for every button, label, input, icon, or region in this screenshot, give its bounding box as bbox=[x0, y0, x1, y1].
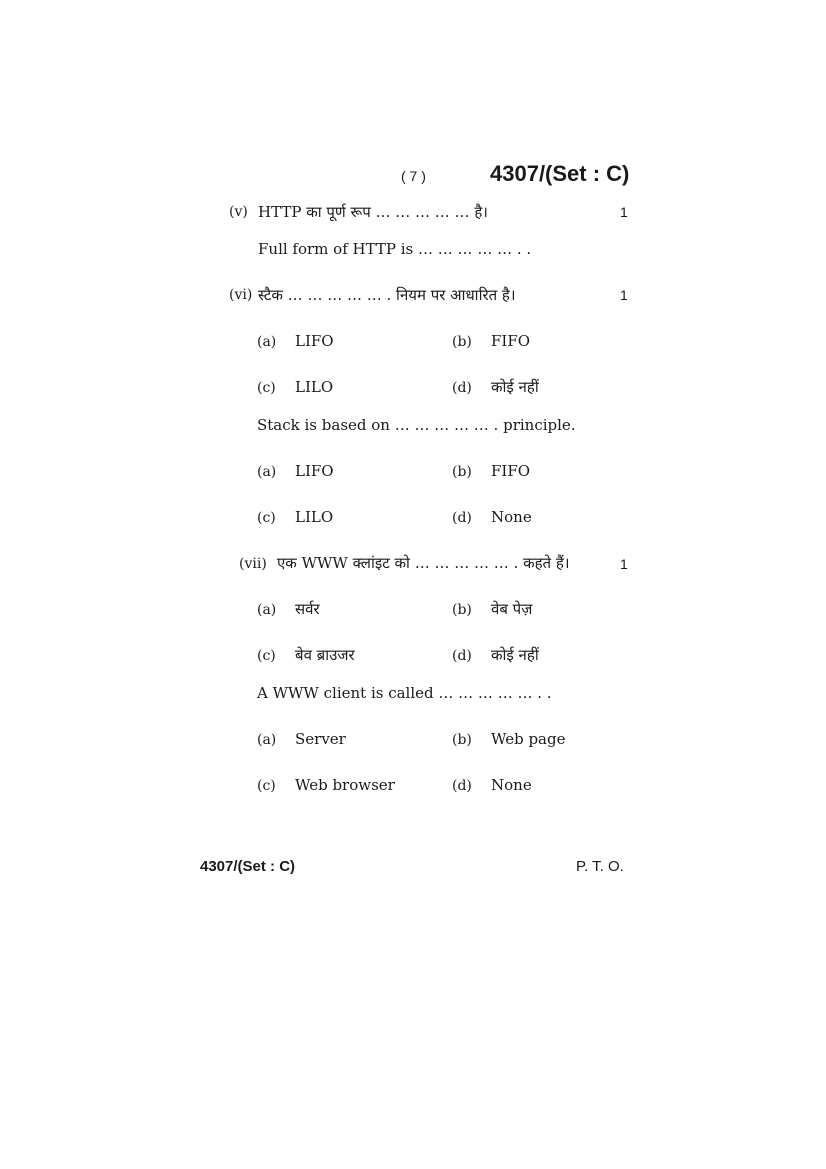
question-text-english: A WWW client is called … … … … … . . bbox=[257, 684, 552, 702]
option-label: (a) bbox=[257, 334, 277, 350]
question-number: (v) bbox=[229, 204, 248, 220]
option-text: कोई नहीं bbox=[491, 378, 539, 396]
option-text: LIFO bbox=[295, 332, 334, 350]
option-text: Web page bbox=[491, 730, 566, 748]
option-label: (b) bbox=[452, 732, 472, 748]
option-label: (a) bbox=[257, 464, 277, 480]
option-text: Server bbox=[295, 730, 346, 748]
option-label: (c) bbox=[257, 380, 276, 396]
option-text: LILO bbox=[295, 378, 334, 396]
option-text: सर्वर bbox=[295, 600, 320, 618]
question-marks: 1 bbox=[620, 556, 628, 572]
question-text-english: Full form of HTTP is … … … … … . . bbox=[258, 240, 532, 258]
option-label: (d) bbox=[452, 510, 472, 526]
option-label: (a) bbox=[257, 602, 277, 618]
question-text-hindi: HTTP का पूर्ण रूप … … … … … है। bbox=[258, 203, 488, 221]
option-text: Web browser bbox=[295, 776, 395, 794]
option-text: FIFO bbox=[491, 462, 531, 480]
option-label: (b) bbox=[452, 464, 472, 480]
option-text: None bbox=[491, 776, 532, 794]
question-marks: 1 bbox=[620, 204, 628, 220]
option-label: (c) bbox=[257, 510, 276, 526]
option-text: None bbox=[491, 508, 532, 526]
page-number: ( 7 ) bbox=[401, 168, 426, 184]
option-label: (d) bbox=[452, 778, 472, 794]
option-text: LILO bbox=[295, 508, 334, 526]
paper-code-footer: 4307/(Set : C) bbox=[200, 858, 296, 875]
question-text-hindi: एक WWW क्लांइट को … … … … … . कहते हैं। bbox=[277, 554, 570, 572]
option-label: (d) bbox=[452, 380, 472, 396]
option-text: FIFO bbox=[491, 332, 531, 350]
option-label: (c) bbox=[257, 648, 276, 664]
option-label: (d) bbox=[452, 648, 472, 664]
option-text: कोई नहीं bbox=[491, 646, 539, 664]
option-text: LIFO bbox=[295, 462, 334, 480]
question-marks: 1 bbox=[620, 287, 628, 303]
question-number: (vi) bbox=[229, 287, 253, 303]
question-text-hindi: स्टैक … … … … … . नियम पर आधारित है। bbox=[258, 286, 516, 304]
paper-code-header: 4307/(Set : C) bbox=[490, 161, 630, 186]
question-text-english: Stack is based on … … … … … . principle. bbox=[257, 416, 576, 434]
option-label: (c) bbox=[257, 778, 276, 794]
option-label: (b) bbox=[452, 602, 472, 618]
option-label: (b) bbox=[452, 334, 472, 350]
pto-note: P. T. O. bbox=[576, 858, 624, 875]
option-label: (a) bbox=[257, 732, 277, 748]
question-number: (vii) bbox=[239, 556, 267, 572]
option-text: वेब पेज़ bbox=[491, 600, 533, 618]
option-text: बेव ब्राउजर bbox=[295, 646, 355, 664]
